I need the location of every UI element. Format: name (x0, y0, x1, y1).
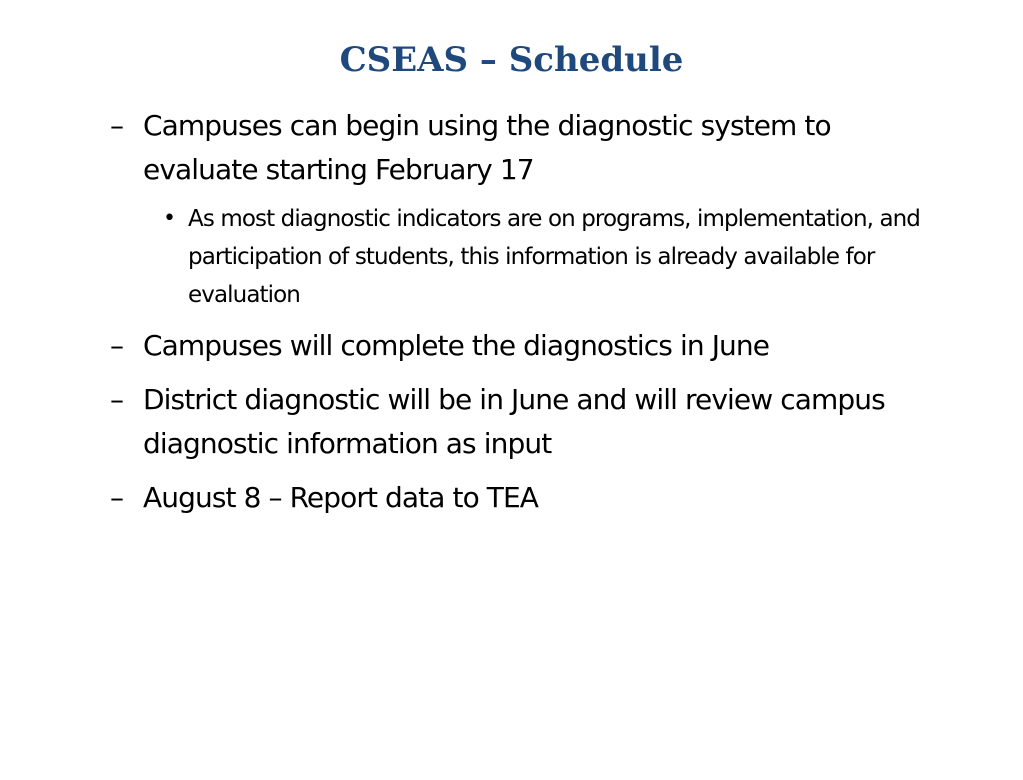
bullet-item (110, 104, 950, 192)
bullet-text: August 8 – Report data to TEA (143, 481, 539, 514)
bullet-item (110, 378, 950, 466)
dot-bullet-icon: • (163, 206, 176, 231)
slide-title: CSEAS – Schedule (339, 40, 684, 80)
bullet-text: Campuses will complete the diagnostics in June (143, 329, 770, 362)
dash-bullet-icon: – (110, 109, 124, 142)
bullet-text: Campuses can begin using the diagnostic system to evaluate starting February 17 (143, 109, 831, 186)
sub-bullet-text: As most diagnostic indicators are on programs, implementation, and participation of students, this information is already available for evaluation (188, 206, 921, 308)
bullet-item (110, 476, 950, 520)
sub-bullet-item (163, 200, 950, 314)
bullet-item (110, 324, 950, 368)
dash-bullet-icon: – (110, 329, 124, 362)
dash-bullet-icon: – (110, 481, 124, 514)
dash-bullet-icon: – (110, 383, 124, 416)
bullet-text: District diagnostic will be in June and will review campus diagnostic information as input (143, 383, 885, 460)
slide-body (110, 104, 950, 530)
